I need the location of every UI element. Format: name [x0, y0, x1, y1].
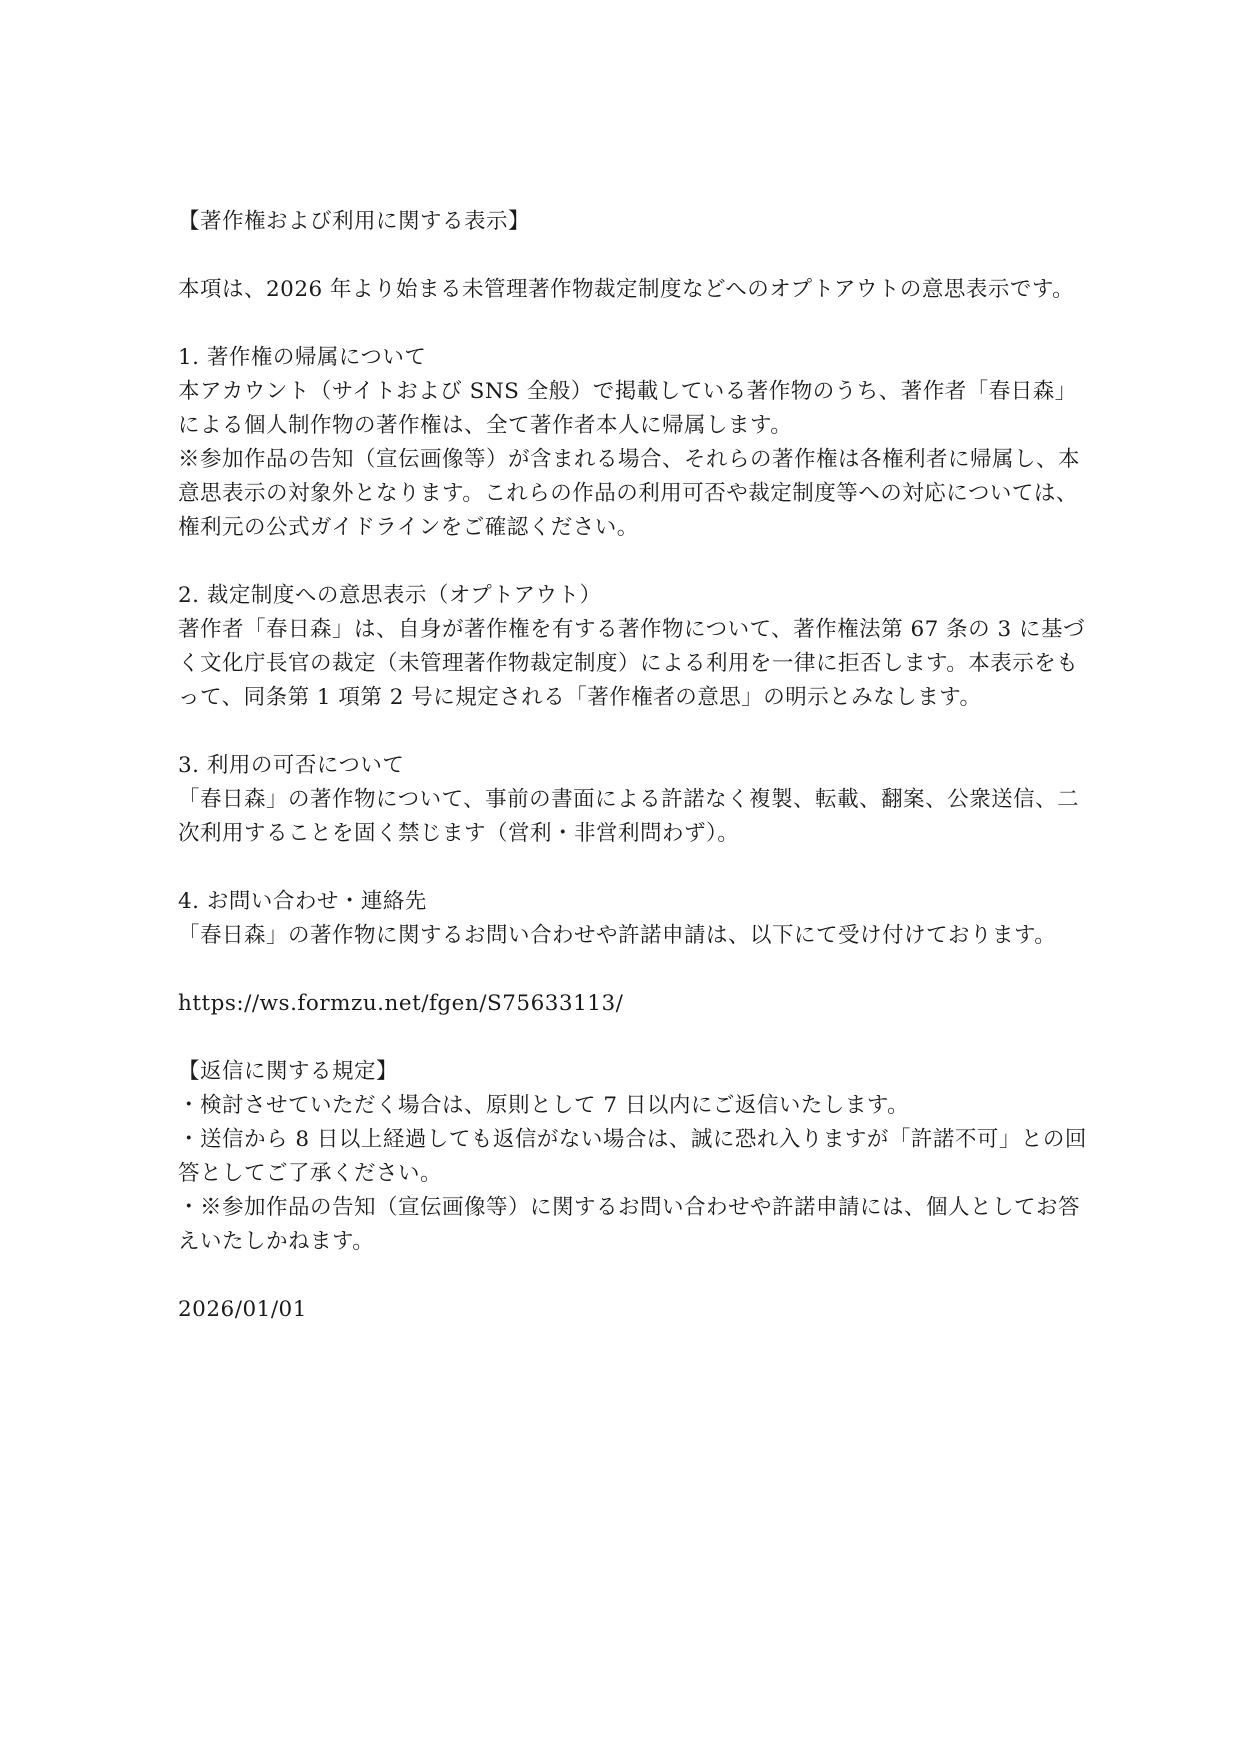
- section-3-heading: 3. 利用の可否について: [178, 753, 405, 778]
- spacer: [178, 1021, 1068, 1055]
- spacer: [178, 1259, 1068, 1293]
- spacer: [178, 545, 1068, 579]
- section-1-heading: 1. 著作権の帰属について: [178, 345, 427, 370]
- section-3-line: 次利用することを固く禁じます（営利・非営利問わず）。: [178, 821, 740, 846]
- document-title: 【著作権および利用に関する表示】: [178, 209, 531, 234]
- spacer: [178, 851, 1068, 885]
- spacer: [178, 953, 1068, 987]
- reply-rules-line: ・送信から 8 日以上経過しても返信がない場合は、誠に恐れ入りますが「許諾不可」との回: [178, 1127, 1087, 1152]
- section-4-heading: 4. お問い合わせ・連絡先: [178, 889, 427, 914]
- document-body: [178, 205, 1087, 1327]
- reply-rules-line: ・※参加作品の告知（宣伝画像等）に関するお問い合わせや許諾申請には、個人としてお答: [178, 1195, 1081, 1220]
- section-3-line: 「春日森」の著作物について、事前の書面による許諾なく複製、転載、翻案、公衆送信、二: [178, 787, 1080, 812]
- section-1-line: ※参加作品の告知（宣伝画像等）が含まれる場合、それらの著作権は各権利者に帰属し、本: [178, 447, 1081, 472]
- reply-rules-line: えいたしかねます。: [178, 1229, 375, 1254]
- section-1-line: 本アカウント（サイトおよび SNS 全般）で掲載している著作物のうち、著作者「春日森」: [178, 379, 1077, 404]
- document-date: 2026/01/01: [178, 1297, 307, 1322]
- contact-url[interactable]: https://ws.formzu.net/fgen/S75633113/: [178, 991, 624, 1016]
- spacer: [178, 715, 1068, 749]
- section-1-line: 権利元の公式ガイドラインをご確認ください。: [178, 515, 639, 540]
- spacer: [178, 239, 1068, 273]
- section-2-line: 著作者「春日森」は、自身が著作権を有する著作物について、著作権法第 67 条の 3 に基づ: [178, 617, 1086, 642]
- reply-rules-line: ・検討させていただく場合は、原則として 7 日以内にご返信いたします。: [178, 1093, 910, 1118]
- section-2-heading: 2. 裁定制度への意思表示（オプトアウト）: [178, 583, 602, 608]
- intro-text: 本項は、2026 年より始まる未管理著作物裁定制度などへのオプトアウトの意思表示です。: [178, 277, 1075, 302]
- section-1-line: 意思表示の対象外となります。これらの作品の利用可否や裁定制度等への対応については、: [178, 481, 1078, 506]
- reply-rules-line: 答としてご了承ください。: [178, 1161, 443, 1186]
- section-2-line: く文化庁長官の裁定（未管理著作物裁定制度）による利用を一律に拒否します。本表示をも: [178, 651, 1079, 676]
- section-4-line: 「春日森」の著作物に関するお問い合わせや許諾申請は、以下にて受け付けております。: [178, 923, 1057, 948]
- spacer: [178, 307, 1068, 341]
- section-1-line: による個人制作物の著作権は、全て著作者本人に帰属します。: [178, 413, 793, 438]
- reply-rules-heading: 【返信に関する規定】: [178, 1059, 399, 1084]
- section-2-line: って、同条第 1 項第 2 号に規定される「著作権者の意思」の明示とみなします。: [178, 685, 982, 710]
